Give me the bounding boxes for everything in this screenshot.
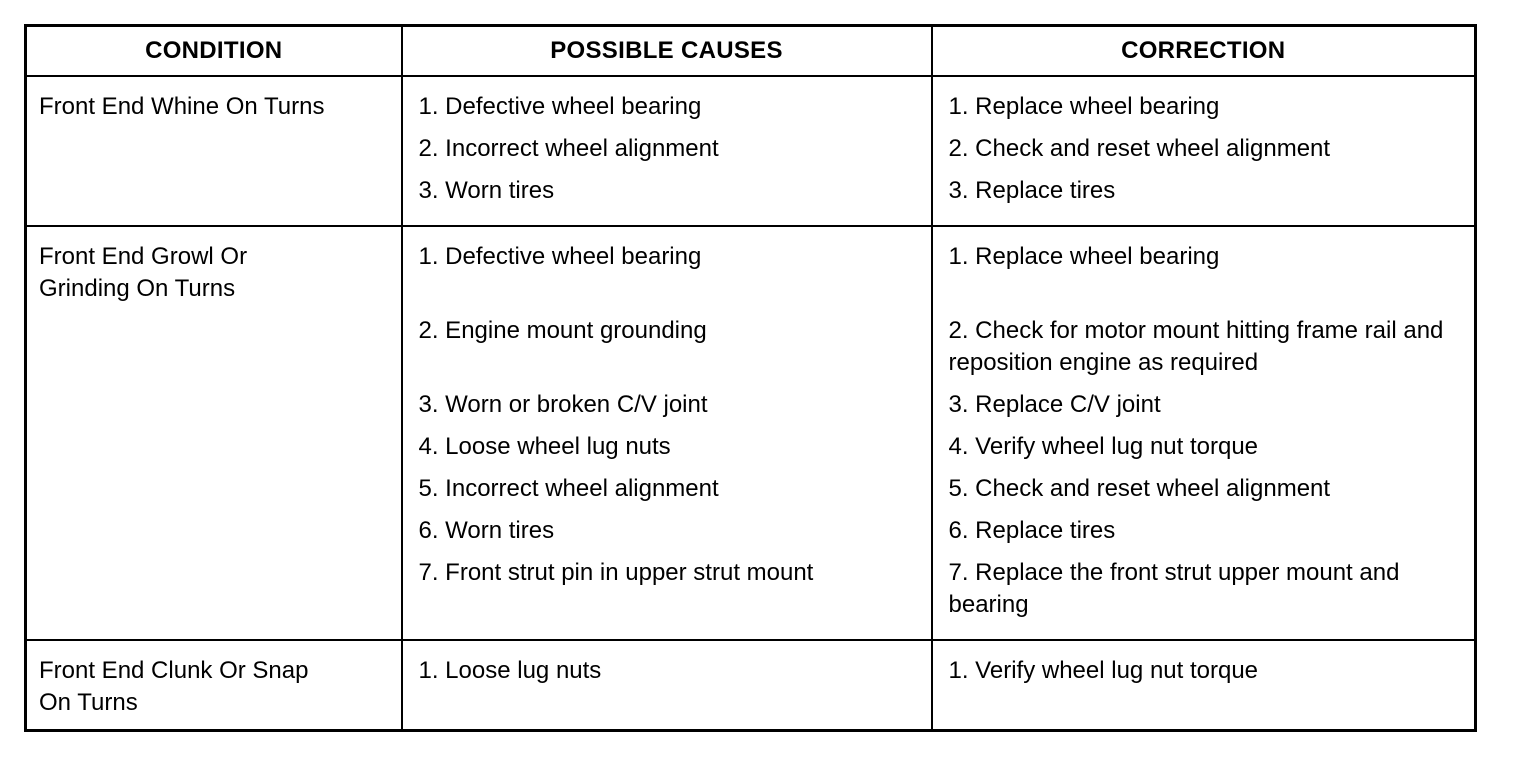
causes-list — [403, 641, 931, 705]
list-item: 5. Check and reset wheel alignment — [948, 475, 1331, 502]
table-row — [26, 640, 1476, 731]
list-item: 6. Replace tires — [948, 517, 1116, 544]
list-item: 7. Replace the front strut upper mount and bearing — [948, 559, 1400, 618]
header-possible-causes: POSSIBLE CAUSES — [402, 26, 932, 77]
corrections-cell — [932, 640, 1476, 731]
list-item: 2. Incorrect wheel alignment — [418, 135, 719, 162]
condition-cell — [26, 226, 402, 640]
diagnosis-table — [24, 24, 1477, 732]
list-item: 3. Replace C/V joint — [948, 391, 1161, 418]
table-row — [26, 226, 1476, 640]
list-item: 3. Worn tires — [418, 177, 555, 204]
list-item: 1. Replace wheel bearing — [948, 243, 1220, 270]
condition-cell — [26, 76, 402, 226]
corrections-cell — [932, 226, 1476, 640]
list-item: 1. Replace wheel bearing — [948, 93, 1220, 120]
list-item: 3. Worn or broken C/V joint — [418, 391, 708, 418]
causes-cell — [402, 76, 932, 226]
corrections-list — [933, 641, 1475, 705]
header-row — [26, 26, 1476, 77]
list-item: 6. Worn tires — [418, 517, 555, 544]
list-item: 7. Front strut pin in upper strut mount — [418, 559, 814, 586]
table-row — [26, 76, 1476, 226]
condition-text: Front End Growl Or Grinding On Turns — [39, 243, 248, 302]
causes-list — [403, 227, 931, 607]
list-item: 2. Engine mount grounding — [418, 317, 707, 344]
condition-cell — [26, 640, 402, 731]
causes-cell — [402, 226, 932, 640]
list-item: 2. Check for motor mount hitting frame rail and reposition engine as required — [948, 317, 1444, 376]
list-item: 4. Verify wheel lug nut torque — [948, 433, 1259, 460]
header-correction: CORRECTION — [932, 26, 1476, 77]
corrections-list — [933, 227, 1475, 639]
header-condition: CONDITION — [26, 26, 402, 77]
causes-list — [403, 77, 931, 225]
list-item: 1. Defective wheel bearing — [418, 243, 702, 270]
list-item: 1. Loose lug nuts — [418, 657, 602, 684]
list-item: 1. Defective wheel bearing — [418, 93, 702, 120]
list-item: 5. Incorrect wheel alignment — [418, 475, 719, 502]
list-item: 3. Replace tires — [948, 177, 1116, 204]
list-item: 2. Check and reset wheel alignment — [948, 135, 1331, 162]
corrections-cell — [932, 76, 1476, 226]
condition-text: Front End Clunk Or Snap On Turns — [39, 657, 309, 716]
list-item: 1. Verify wheel lug nut torque — [948, 657, 1259, 684]
condition-text: Front End Whine On Turns — [39, 93, 325, 120]
causes-cell — [402, 640, 932, 731]
list-item: 4. Loose wheel lug nuts — [418, 433, 671, 460]
corrections-list — [933, 77, 1475, 225]
